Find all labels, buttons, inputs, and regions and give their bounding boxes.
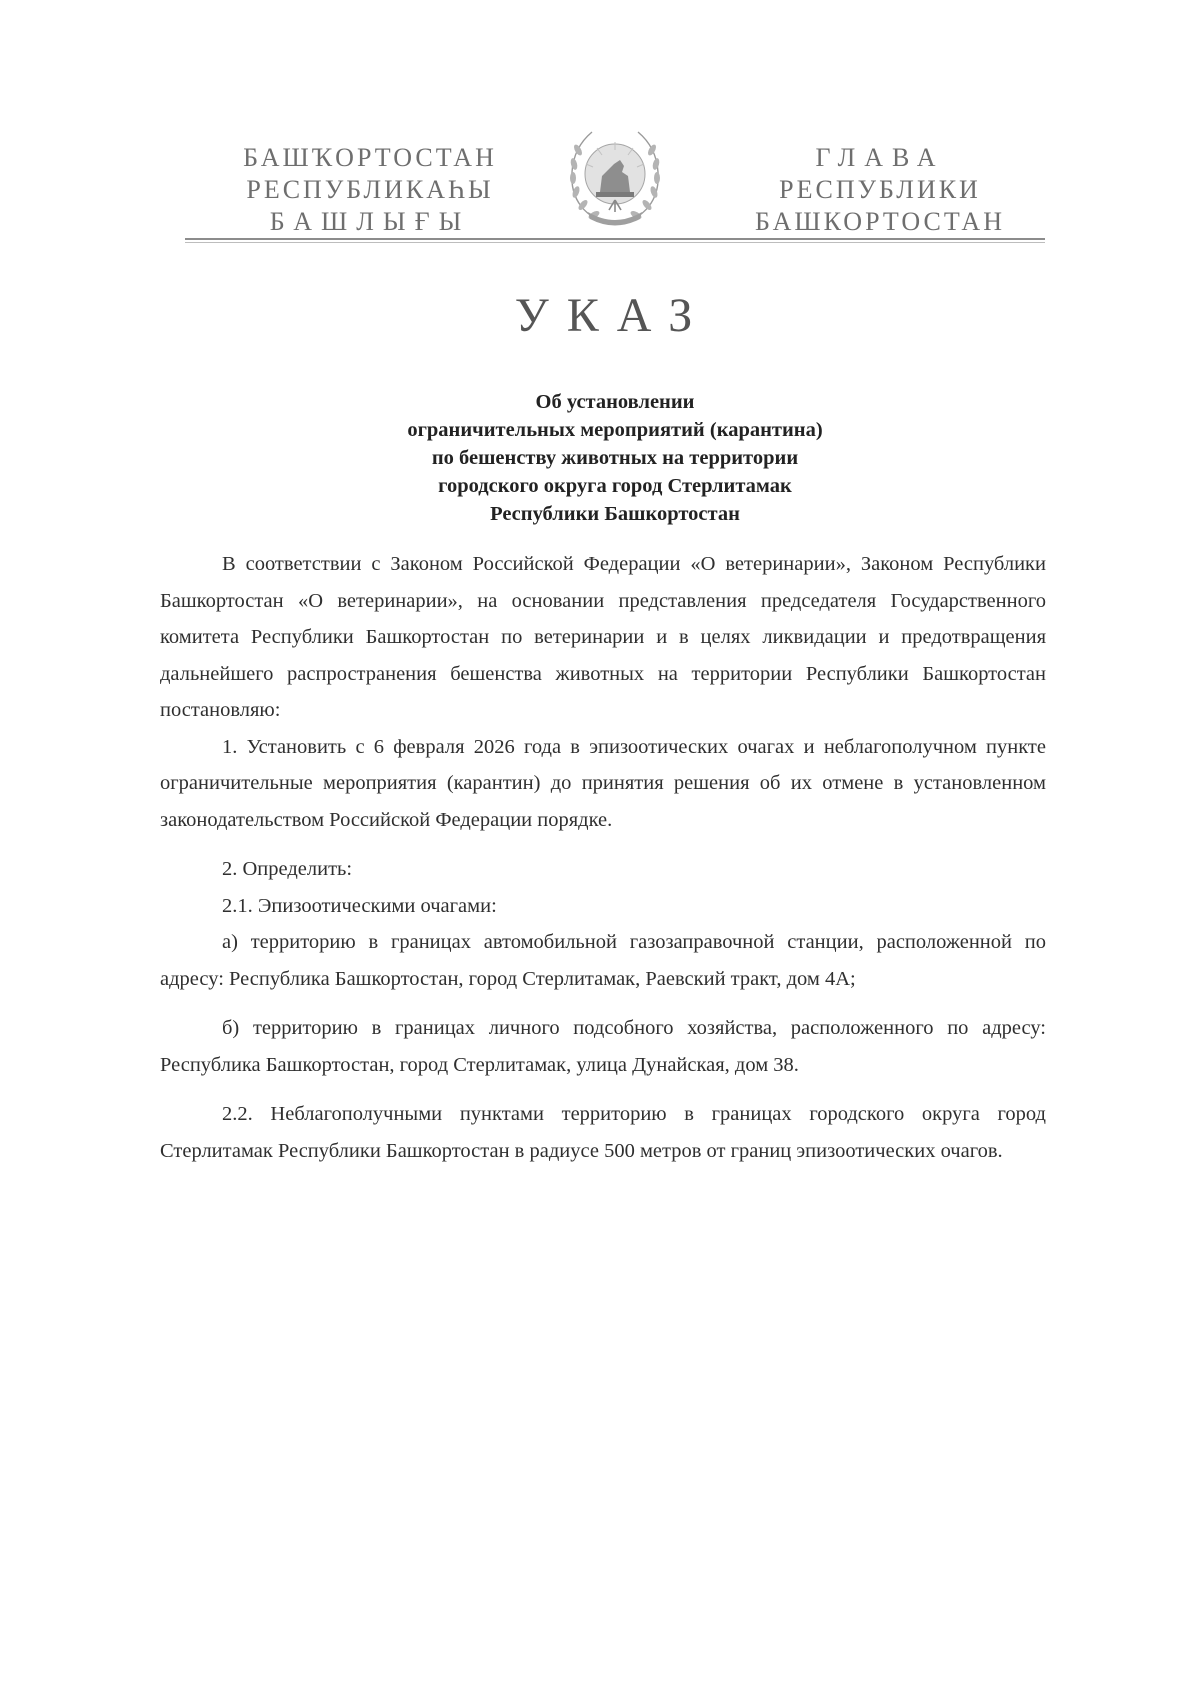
- letterhead-divider: [185, 238, 1045, 240]
- letterhead-right: [715, 142, 1045, 238]
- letterhead-left-line-2: РЕСПУБЛИКАҺЫ: [246, 175, 494, 204]
- paragraph-item-2-1-a: а) территорию в границах автомобильной газозаправочной станции, расположенной по адресу: Республика Башкортостан, город Стерлитамак, Раевский тракт, дом 4А;: [160, 931, 1046, 990]
- letterhead-right-line-1: ГЛАВА: [815, 143, 945, 172]
- paragraph-preamble: В соответствии с Законом Российской Федерации «О ветеринарии», Законом Республики Башкортостан «О ветеринарии», на основании представления председателя Государственного комитета Республики Башкортостан по ветеринарии и в целях ликвидации и предотвращения дальнейшего распространения бешенства животных на территории Республики Башкортостан постановляю:: [160, 553, 1046, 721]
- paragraph-item-2-1: 2.1. Эпизоотическими очагами:: [222, 894, 497, 917]
- document-subject: [300, 388, 930, 528]
- letterhead-right-line-2: РЕСПУБЛИКИ: [779, 175, 981, 204]
- subject-line-5: Республики Башкортостан: [490, 503, 740, 525]
- document-body: [160, 546, 1046, 1169]
- letterhead-left-line-1: БАШҠОРТОСТАН: [243, 143, 497, 172]
- letterhead-right-line-3: БАШКОРТОСТАН: [755, 207, 1005, 236]
- subject-line-4: городского округа город Стерлитамак: [438, 475, 792, 497]
- document-title: УКАЗ: [514, 289, 711, 342]
- paragraph-item-2-2: 2.2. Неблагополучными пунктами территорию в границах городского округа город Стерлитамак Республики Башкортостан в радиусе 500 метров от границ эпизоотических очагов.: [160, 1103, 1046, 1162]
- letterhead-divider-thin: [185, 242, 1045, 243]
- paragraph-item-1: 1. Установить с 6 февраля 2026 года в эпизоотических очагах и неблагополучном пункте ограничительные мероприятия (карантин) до принятия решения об их отмене в установленном законодательством Российской Федерации порядке.: [160, 735, 1046, 831]
- letterhead-left-line-3: БАШЛЫҒЫ: [269, 207, 471, 236]
- coat-of-arms-icon: [566, 120, 664, 230]
- paragraph-item-2: 2. Определить:: [222, 858, 353, 880]
- paragraph-item-2-1-b: б) территорию в границах личного подсобного хозяйства, расположенного по адресу: Республика Башкортостан, город Стерлитамак, улица Дунайская, дом 38.: [160, 1017, 1046, 1076]
- letterhead-left: [205, 142, 535, 238]
- subject-line-2: ограничительных мероприятий (карантина): [407, 419, 823, 441]
- subject-line-1: Об установлении: [535, 391, 695, 413]
- subject-line-3: по бешенству животных на территории: [431, 447, 799, 469]
